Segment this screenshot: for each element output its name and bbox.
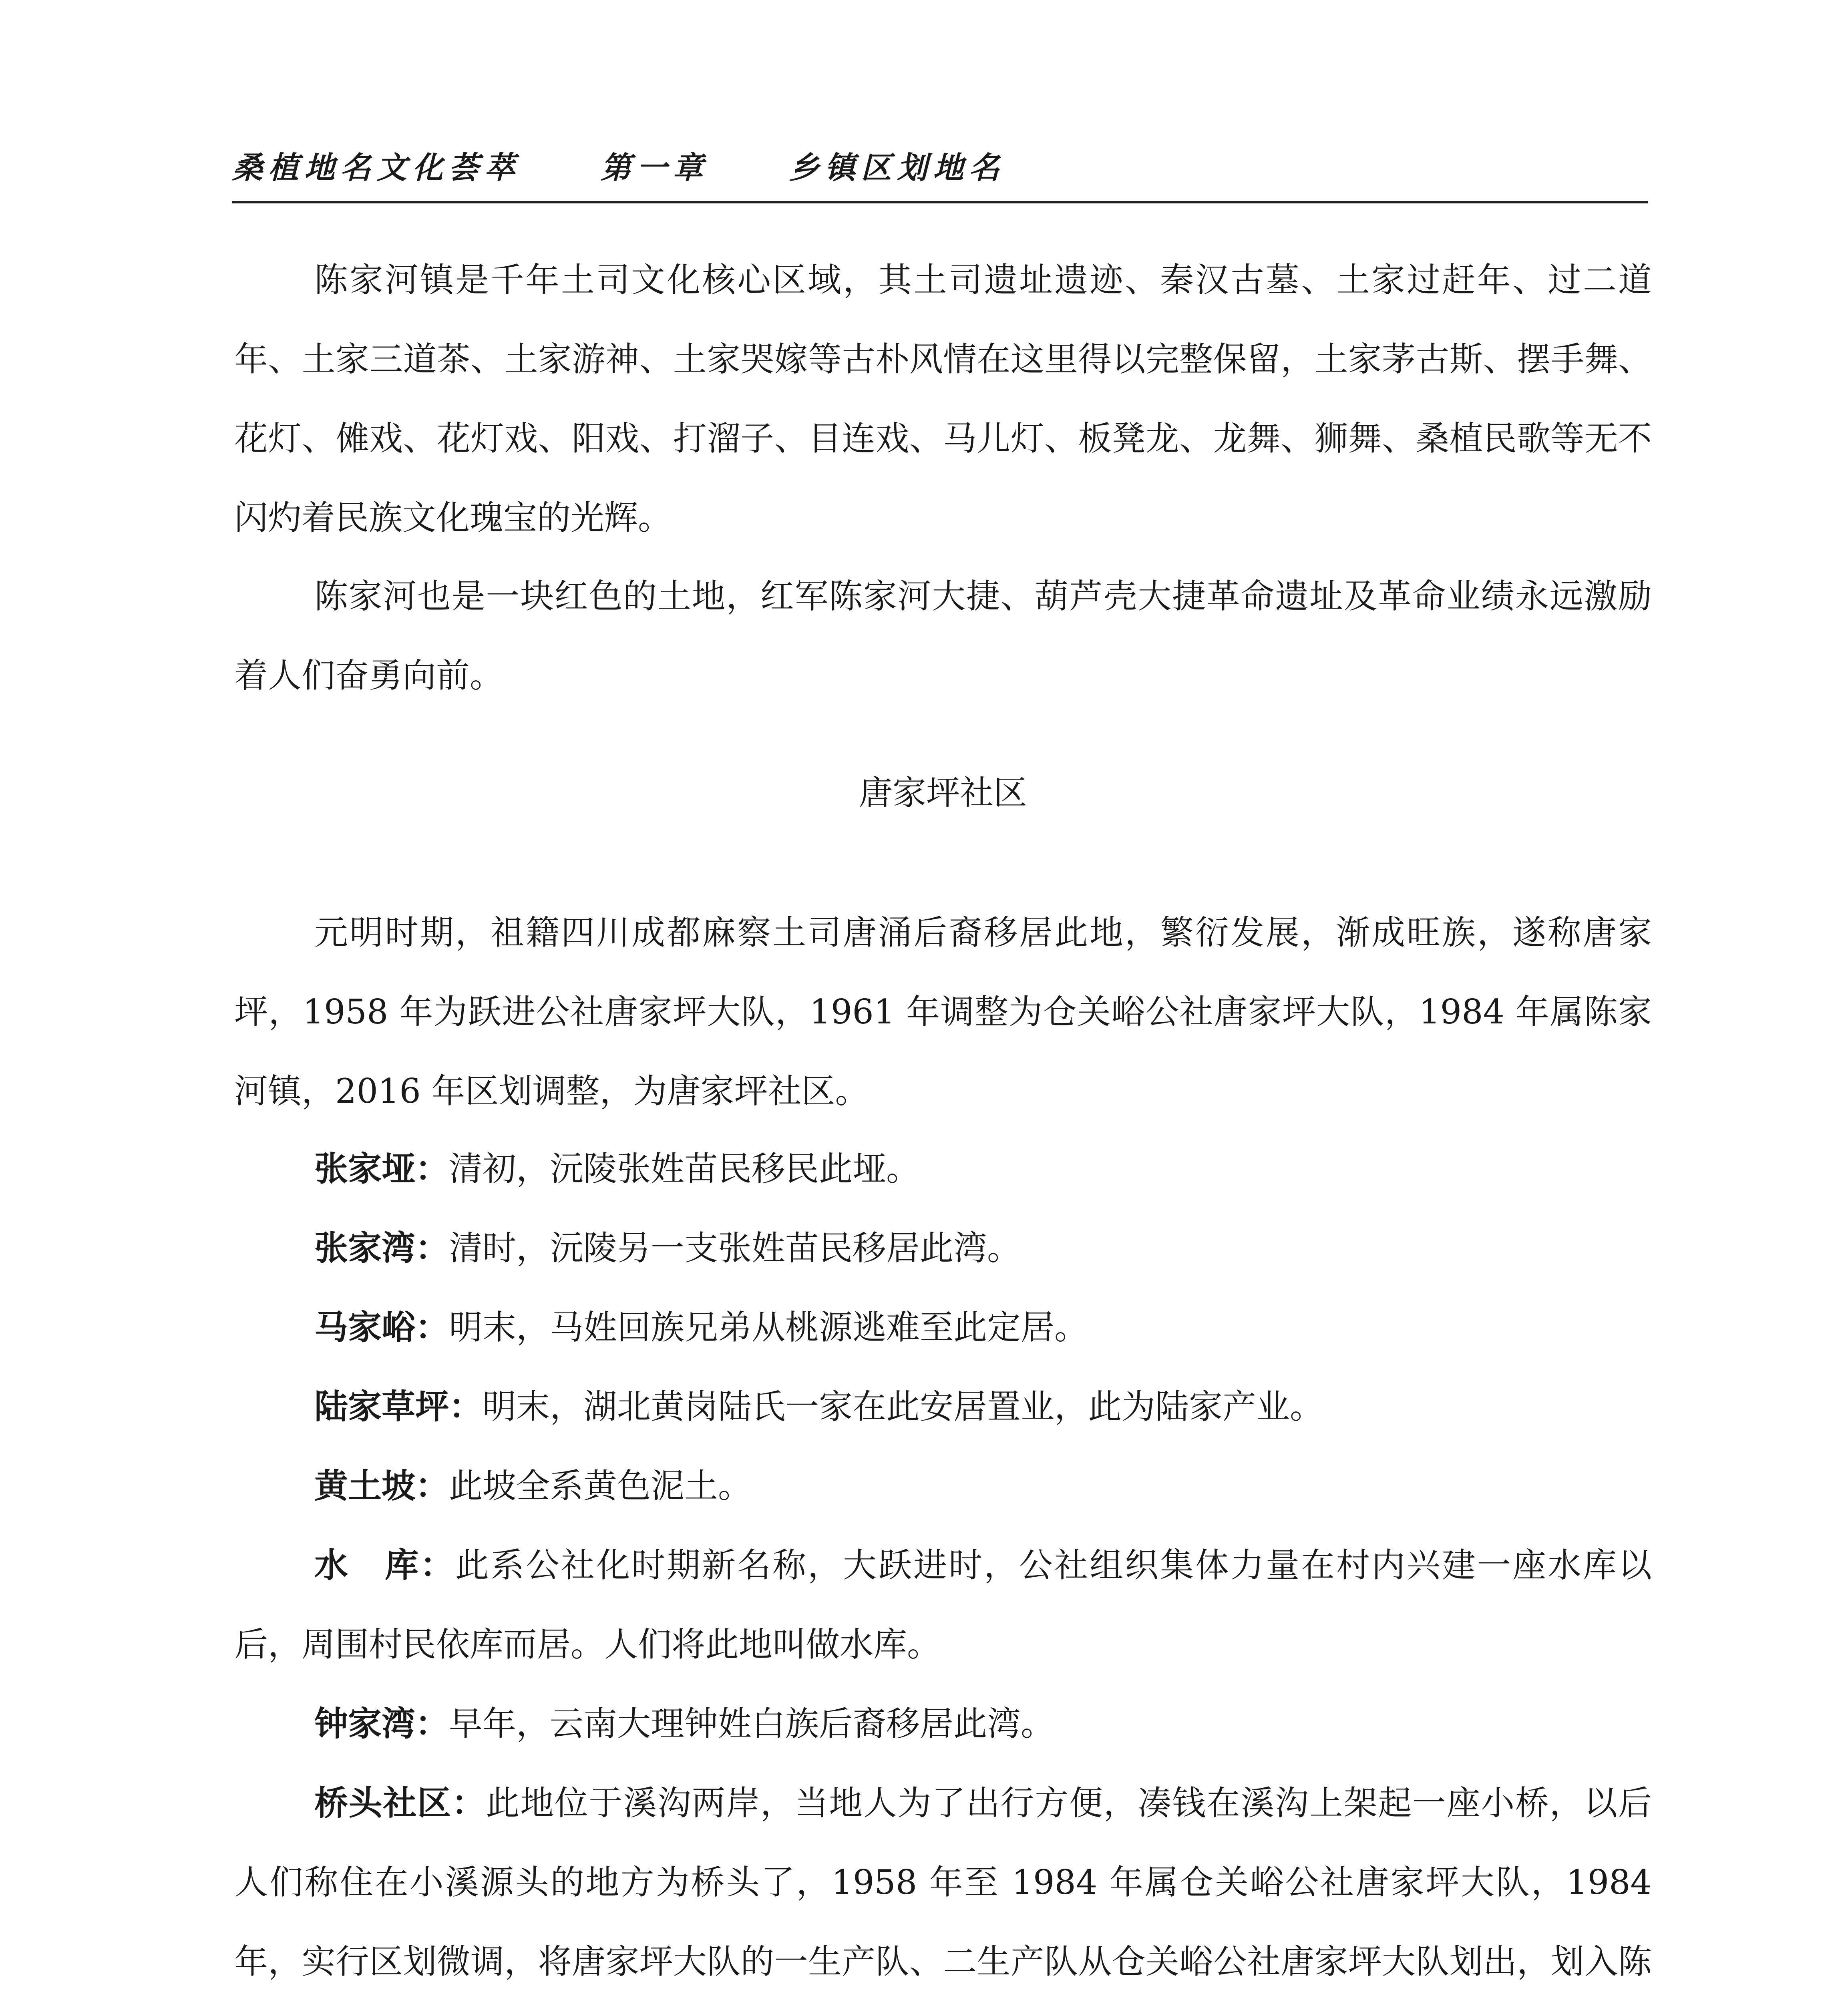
entry-term: 黄土坡： [314, 1466, 449, 1506]
entry-text: 此系公社化时期新名称，大跃进时，公社组织集体力量在村内兴建一座水库以后，周围村民依库而居。人们将此地叫做水库。 [234, 1546, 1652, 1664]
entry-term: 水 库： [314, 1546, 455, 1585]
entry-text: 早年，云南大理钟姓白族后裔移居此湾。 [449, 1704, 1055, 1743]
entry-text: 明末，马姓回族兄弟从桃源逃难至此定居。 [449, 1308, 1088, 1347]
entry-text: 清时，沅陵另一支张姓苗民移居此湾。 [449, 1228, 1021, 1268]
page-header [0, 0, 1848, 208]
chapter-label: 第一章 [601, 150, 709, 185]
book-title: 桑植地名文化荟萃 [232, 150, 521, 185]
entry-shuiku [234, 1526, 1652, 1684]
entry-text: 明末，湖北黄岗陆氏一家在此安居置业，此为陆家产业。 [483, 1387, 1324, 1426]
chapter-title: 乡镇区划地名 [789, 150, 1005, 185]
entry-lujiacaoping [234, 1367, 1652, 1446]
entry-term: 马家峪： [314, 1308, 449, 1347]
entry-zhangjiaya [234, 1129, 1652, 1208]
running-header [232, 143, 1005, 187]
entry-term: 张家垭： [314, 1149, 449, 1188]
section-intro-tangjiaping: 元明时期，祖籍四川成都麻察土司唐涌后裔移居此地，繁衍发展，渐成旺族，遂称唐家坪，1958 年为跃进公社唐家坪大队，1961 年调整为仓关峪公社唐家坪大队，1984 年属陈家河镇，2016 年区划调整，为唐家坪社区。 [234, 913, 1652, 1111]
intro-paragraph-2: 陈家河也是一块红色的土地，红军陈家河大捷、葫芦壳大捷革命遗址及革命业绩永远激励着人们奋勇向前。 [234, 577, 1652, 695]
entry-term: 陆家草坪： [314, 1387, 483, 1426]
section-title-tangjiaping: 唐家坪社区 [859, 773, 1027, 812]
entry-qiaotou-shequ [234, 1763, 1652, 2002]
entry-text: 此地位于溪沟两岸，当地人为了出行方便，凑钱在溪沟上架起一座小桥，以后人们称住在小溪源头的地方为桥头了，1958 年至 1984 年属仓关峪公社唐家坪大队，1984 年，实行区划微调，将唐家坪大队的一生产队、二生产队从仓关峪公社唐家坪大队划出，划入陈 [234, 1783, 1652, 1981]
entry-huangtupo [234, 1446, 1652, 1526]
header-divider [232, 201, 1648, 203]
entry-term: 桥头社区： [314, 1783, 486, 1823]
intro-paragraph-1: 陈家河镇是千年土司文化核心区域，其土司遗址遗迹、秦汉古墓、土家过赶年、过二道年、土家三道茶、土家游神、土家哭嫁等古朴风情在这里得以完整保留，土家茅古斯、摆手舞、花灯、傩戏、花灯戏、阳戏、打溜子、目连戏、马儿灯、板凳龙、龙舞、狮舞、桑植民歌等无不闪灼着民族文化瑰宝的光辉。 [234, 260, 1652, 537]
entry-zhangjiawan [234, 1208, 1652, 1288]
entry-zhongjiawan [234, 1684, 1652, 1763]
entry-text: 清初，沅陵张姓苗民移民此垭。 [449, 1149, 920, 1188]
entry-text: 此坡全系黄色泥土。 [449, 1466, 752, 1506]
entry-majiayu [234, 1288, 1652, 1367]
entry-term: 张家湾： [314, 1228, 449, 1268]
entry-term: 钟家湾： [314, 1704, 449, 1743]
